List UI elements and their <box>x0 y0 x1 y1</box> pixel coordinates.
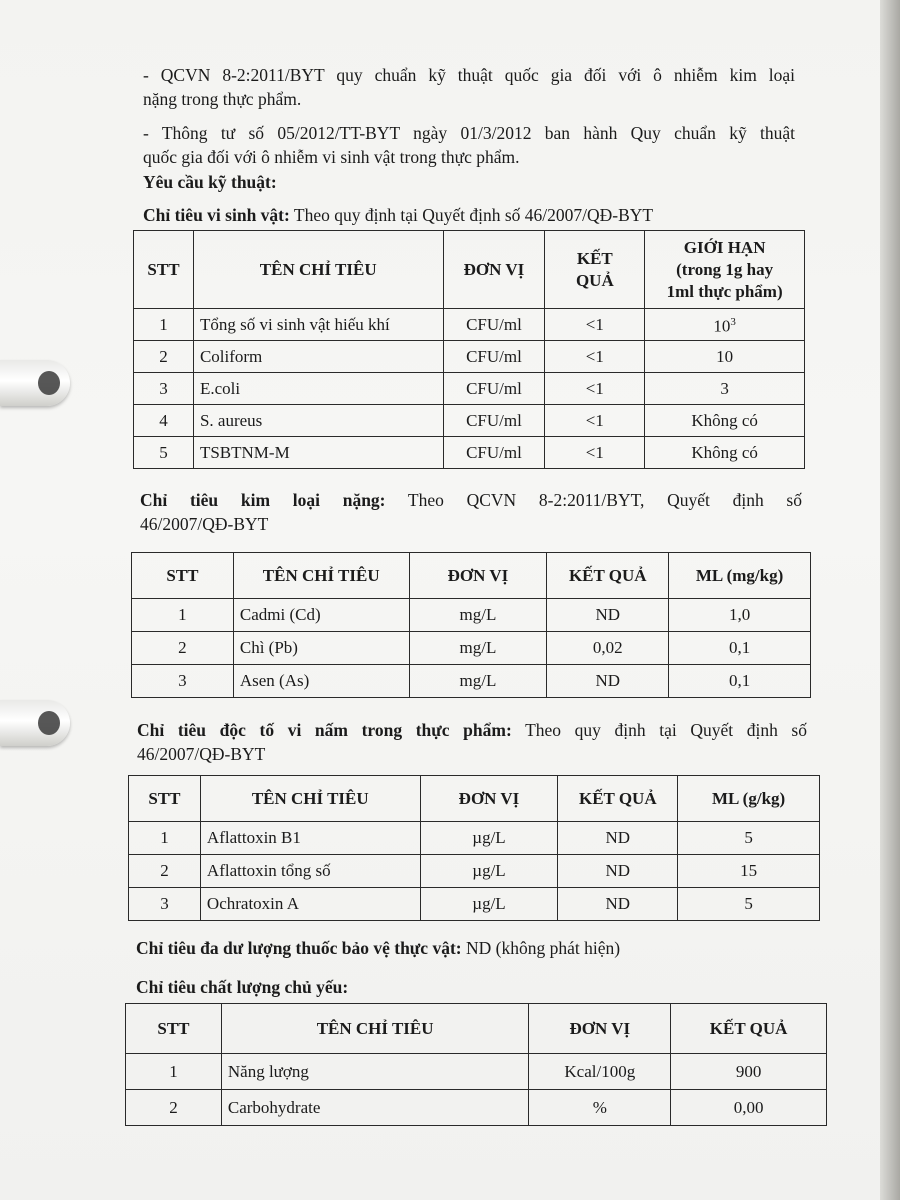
intro-qcvn-paragraph <box>143 63 795 111</box>
table-row <box>134 373 805 405</box>
mycotoxin-row-3-result: ND <box>558 888 678 921</box>
mycotoxin-col-ml: ML (g/kg) <box>678 776 820 822</box>
quality-heading: Chỉ tiêu chất lượng chủ yếu: <box>136 977 349 997</box>
micro-row-4-limit: Không có <box>645 405 805 437</box>
quality-row-2-result: 0,00 <box>671 1090 827 1126</box>
metals-col-ml: ML (mg/kg) <box>669 553 811 599</box>
quality-row-1-stt: 1 <box>126 1054 222 1090</box>
micro-row-2-stt: 2 <box>134 341 194 373</box>
metals-heading-line-2: 46/2007/QĐ-BYT <box>140 514 269 534</box>
mycotoxin-row-3-ml: 5 <box>678 888 820 921</box>
metals-row-1-stt: 1 <box>132 599 234 632</box>
micro-row-3-stt: 3 <box>134 373 194 405</box>
micro-col-name: TÊN CHỈ TIÊU <box>193 231 443 309</box>
micro-col-stt: STT <box>134 231 194 309</box>
micro-row-1-limit <box>645 309 805 341</box>
micro-row-4-result: <1 <box>545 405 645 437</box>
micro-row-4-unit: CFU/ml <box>443 405 545 437</box>
mycotoxin-row-1-unit: µg/L <box>420 822 558 855</box>
quality-row-1-unit: Kcal/100g <box>529 1054 671 1090</box>
micro-row-4-name: S. aureus <box>193 405 443 437</box>
mycotoxin-table <box>128 775 820 921</box>
table-row <box>134 341 805 373</box>
metals-col-unit: ĐƠN VỊ <box>409 553 547 599</box>
micro-row-1-unit: CFU/ml <box>443 309 545 341</box>
requirements-heading: Yêu cầu kỹ thuật: <box>143 172 277 192</box>
quality-col-name: TÊN CHỈ TIÊU <box>221 1004 529 1054</box>
intro-circular-line-2: quốc gia đối với ô nhiễm vi sinh vật trong thực phẩm. <box>143 147 520 167</box>
metals-row-2-unit: mg/L <box>409 632 547 665</box>
intro-circular-paragraph <box>143 121 795 169</box>
metals-heading <box>140 488 802 536</box>
micro-row-2-limit: 10 <box>645 341 805 373</box>
binder-hole <box>38 371 60 395</box>
micro-row-3-name: E.coli <box>193 373 443 405</box>
micro-row-1-limit-exponent: 3 <box>730 316 736 329</box>
metals-row-2-stt: 2 <box>132 632 234 665</box>
mycotoxin-row-3-unit: µg/L <box>420 888 558 921</box>
metals-row-3-stt: 3 <box>132 665 234 698</box>
mycotoxin-row-3-stt: 3 <box>129 888 201 921</box>
metals-row-1-name: Cadmi (Cd) <box>233 599 409 632</box>
table-row <box>132 665 811 698</box>
mycotoxin-row-2-result: ND <box>558 855 678 888</box>
mycotoxin-col-result: KẾT QUẢ <box>558 776 678 822</box>
micro-row-3-result: <1 <box>545 373 645 405</box>
mycotoxin-col-unit: ĐƠN VỊ <box>420 776 558 822</box>
table-row <box>134 309 805 341</box>
mycotoxin-heading-line-2: 46/2007/QĐ-BYT <box>137 744 266 764</box>
quality-row-2-stt: 2 <box>126 1090 222 1126</box>
intro-circular-line-1: - Thông tư số 05/2012/TT-BYT ngày 01/3/2012 ban hành Quy chuẩn kỹ thuật <box>143 123 795 143</box>
micro-row-5-stt: 5 <box>134 437 194 469</box>
table-row <box>134 405 805 437</box>
metals-col-name: TÊN CHỈ TIÊU <box>233 553 409 599</box>
metals-heading-rest-1: Theo QCVN 8-2:2011/BYT, Quyết định số <box>385 490 802 510</box>
micro-col-result-line1: KẾT <box>576 248 613 268</box>
metals-header-row <box>132 553 811 599</box>
micro-col-limit-line3: 1ml thực phẩm) <box>666 281 783 301</box>
metals-col-result: KẾT QUẢ <box>547 553 669 599</box>
mycotoxin-heading-bold: Chỉ tiêu độc tố vi nấm trong thực phẩm: <box>137 720 512 740</box>
metals-table <box>131 552 811 698</box>
mycotoxin-row-2-stt: 2 <box>129 855 201 888</box>
mycotoxin-row-1-stt: 1 <box>129 822 201 855</box>
micro-col-limit-line2: (trong 1g hay <box>676 259 774 279</box>
metals-row-1-unit: mg/L <box>409 599 547 632</box>
micro-row-1-result: <1 <box>545 309 645 341</box>
micro-col-limit <box>645 231 805 309</box>
table-row <box>132 632 811 665</box>
micro-row-2-name: Coliform <box>193 341 443 373</box>
mycotoxin-row-2-ml: 15 <box>678 855 820 888</box>
micro-row-1-limit-base: 10 <box>713 316 731 336</box>
metals-row-3-result: ND <box>547 665 669 698</box>
quality-col-unit: ĐƠN VỊ <box>529 1004 671 1054</box>
micro-row-5-name: TSBTNM-M <box>193 437 443 469</box>
micro-col-unit: ĐƠN VỊ <box>443 231 545 309</box>
micro-row-5-unit: CFU/ml <box>443 437 545 469</box>
mycotoxin-heading-line-1 <box>137 718 807 742</box>
quality-table <box>125 1003 827 1126</box>
quality-col-result: KẾT QUẢ <box>671 1004 827 1054</box>
binder-ring-bottom <box>0 700 70 746</box>
intro-qcvn-line-1: - QCVN 8-2:2011/BYT quy chuẩn kỹ thuật quốc gia đối với ô nhiễm kim loại <box>143 65 795 85</box>
binder-ring-top <box>0 360 70 406</box>
micro-col-result <box>545 231 645 309</box>
metals-row-3-ml: 0,1 <box>669 665 811 698</box>
mycotoxin-heading <box>137 718 807 766</box>
mycotoxin-header-row <box>129 776 820 822</box>
mycotoxin-row-1-ml: 5 <box>678 822 820 855</box>
micro-row-4-stt: 4 <box>134 405 194 437</box>
quality-col-stt: STT <box>126 1004 222 1054</box>
table-row <box>134 437 805 469</box>
quality-row-2-unit: % <box>529 1090 671 1126</box>
table-row <box>126 1090 827 1126</box>
micro-header-row <box>134 231 805 309</box>
micro-table <box>133 230 805 469</box>
table-row <box>126 1054 827 1090</box>
micro-row-2-unit: CFU/ml <box>443 341 545 373</box>
mycotoxin-col-stt: STT <box>129 776 201 822</box>
metals-row-1-result: ND <box>547 599 669 632</box>
micro-col-result-line2: QUẢ <box>575 270 614 290</box>
micro-row-2-result: <1 <box>545 341 645 373</box>
metals-row-2-result: 0,02 <box>547 632 669 665</box>
metals-heading-bold: Chỉ tiêu kim loại nặng: <box>140 490 386 510</box>
quality-row-2-name: Carbohydrate <box>221 1090 529 1126</box>
pesticide-heading-bold: Chỉ tiêu đa dư lượng thuốc bảo vệ thực vật: <box>136 938 462 958</box>
mycotoxin-row-1-name: Aflattoxin B1 <box>200 822 420 855</box>
table-row <box>129 888 820 921</box>
metals-row-1-ml: 1,0 <box>669 599 811 632</box>
metals-row-2-ml: 0,1 <box>669 632 811 665</box>
micro-row-5-result: <1 <box>545 437 645 469</box>
pesticide-heading <box>136 936 816 960</box>
micro-heading-rest: Theo quy định tại Quyết định số 46/2007/QĐ-BYT <box>289 205 654 225</box>
metals-row-3-name: Asen (As) <box>233 665 409 698</box>
mycotoxin-row-3-name: Ochratoxin A <box>200 888 420 921</box>
metals-heading-line-1 <box>140 488 802 512</box>
intro-qcvn-line-2: nặng trong thực phẩm. <box>143 89 302 109</box>
table-row <box>132 599 811 632</box>
quality-header-row <box>126 1004 827 1054</box>
micro-col-limit-line1: GIỚI HẠN <box>683 237 766 257</box>
mycotoxin-heading-rest-1: Theo quy định tại Quyết định số <box>511 720 807 740</box>
mycotoxin-col-name: TÊN CHỈ TIÊU <box>200 776 420 822</box>
mycotoxin-row-1-result: ND <box>558 822 678 855</box>
pesticide-heading-rest: ND (không phát hiện) <box>461 938 621 958</box>
quality-row-1-name: Năng lượng <box>221 1054 529 1090</box>
mycotoxin-row-2-name: Aflattoxin tổng số <box>200 855 420 888</box>
table-row <box>129 855 820 888</box>
quality-row-1-result: 900 <box>671 1054 827 1090</box>
metals-row-2-name: Chì (Pb) <box>233 632 409 665</box>
table-row <box>129 822 820 855</box>
micro-heading-bold: Chỉ tiêu vi sinh vật: <box>143 205 290 225</box>
page-stack-edge <box>880 0 900 1200</box>
micro-row-3-unit: CFU/ml <box>443 373 545 405</box>
micro-heading <box>143 203 793 227</box>
metals-col-stt: STT <box>132 553 234 599</box>
binder-hole <box>38 711 60 735</box>
micro-row-1-stt: 1 <box>134 309 194 341</box>
mycotoxin-row-2-unit: µg/L <box>420 855 558 888</box>
micro-row-5-limit: Không có <box>645 437 805 469</box>
micro-row-1-name: Tổng số vi sinh vật hiếu khí <box>193 309 443 341</box>
metals-row-3-unit: mg/L <box>409 665 547 698</box>
micro-row-3-limit: 3 <box>645 373 805 405</box>
